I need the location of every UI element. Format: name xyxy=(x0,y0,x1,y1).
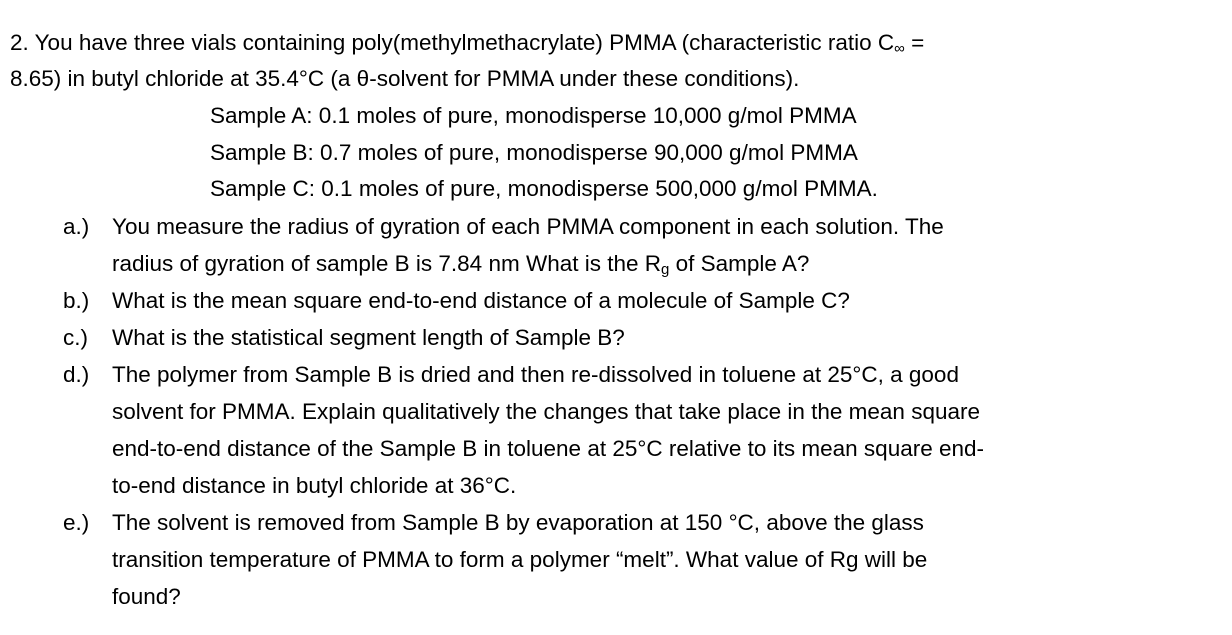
question-e-line-2: transition temperature of PMMA to form a polymer “melt”. What value of Rg will be xyxy=(112,547,928,572)
question-d-line-3: end-to-end distance of the Sample B in toluene at 25°C relative to its mean square end- xyxy=(112,436,985,461)
question-d-label: d.) xyxy=(63,362,90,387)
question-d-line-4: to-end distance in butyl chloride at 36°C. xyxy=(112,473,517,498)
question-e-line-3: found? xyxy=(112,584,181,609)
question-b-label: b.) xyxy=(63,288,90,313)
infinity-subscript: ∞ xyxy=(894,40,905,57)
question-e-label: e.) xyxy=(63,510,90,535)
sample-b-line: Sample B: 0.7 moles of pure, monodisperse 90,000 g/mol PMMA xyxy=(210,140,858,165)
question-a-label: a.) xyxy=(63,214,90,239)
question-c-line-1: What is the statistical segment length of Sample B? xyxy=(112,325,625,350)
sample-a-line: Sample A: 0.1 moles of pure, monodisperse 10,000 g/mol PMMA xyxy=(210,103,857,128)
intro-text-end: = xyxy=(904,30,925,55)
rg-subscript: g xyxy=(661,261,670,278)
question-a-text: radius of gyration of sample B is 7.84 nm What is the R xyxy=(112,251,661,276)
problem-intro-line-1 xyxy=(10,28,924,64)
sample-c-line: Sample C: 0.1 moles of pure, monodisperse 500,000 g/mol PMMA. xyxy=(210,176,878,201)
question-a-text-end: of Sample A? xyxy=(669,251,810,276)
question-a-line-2 xyxy=(112,249,809,285)
question-a-line-1: You measure the radius of gyration of each PMMA component in each solution. The xyxy=(112,214,944,239)
question-d-line-2: solvent for PMMA. Explain qualitatively the changes that take place in the mean square xyxy=(112,399,980,424)
problem-intro-line-2: 8.65) in butyl chloride at 35.4°C (a θ-solvent for PMMA under these conditions). xyxy=(10,66,800,91)
intro-text: 2. You have three vials containing poly(methylmethacrylate) PMMA (characteristic ratio C xyxy=(10,30,895,55)
question-b-line-1: What is the mean square end-to-end distance of a molecule of Sample C? xyxy=(112,288,850,313)
question-c-label: c.) xyxy=(63,325,88,350)
question-e-line-1: The solvent is removed from Sample B by evaporation at 150 °C, above the glass xyxy=(112,510,924,535)
question-d-line-1: The polymer from Sample B is dried and then re-dissolved in toluene at 25°C, a good xyxy=(112,362,959,387)
